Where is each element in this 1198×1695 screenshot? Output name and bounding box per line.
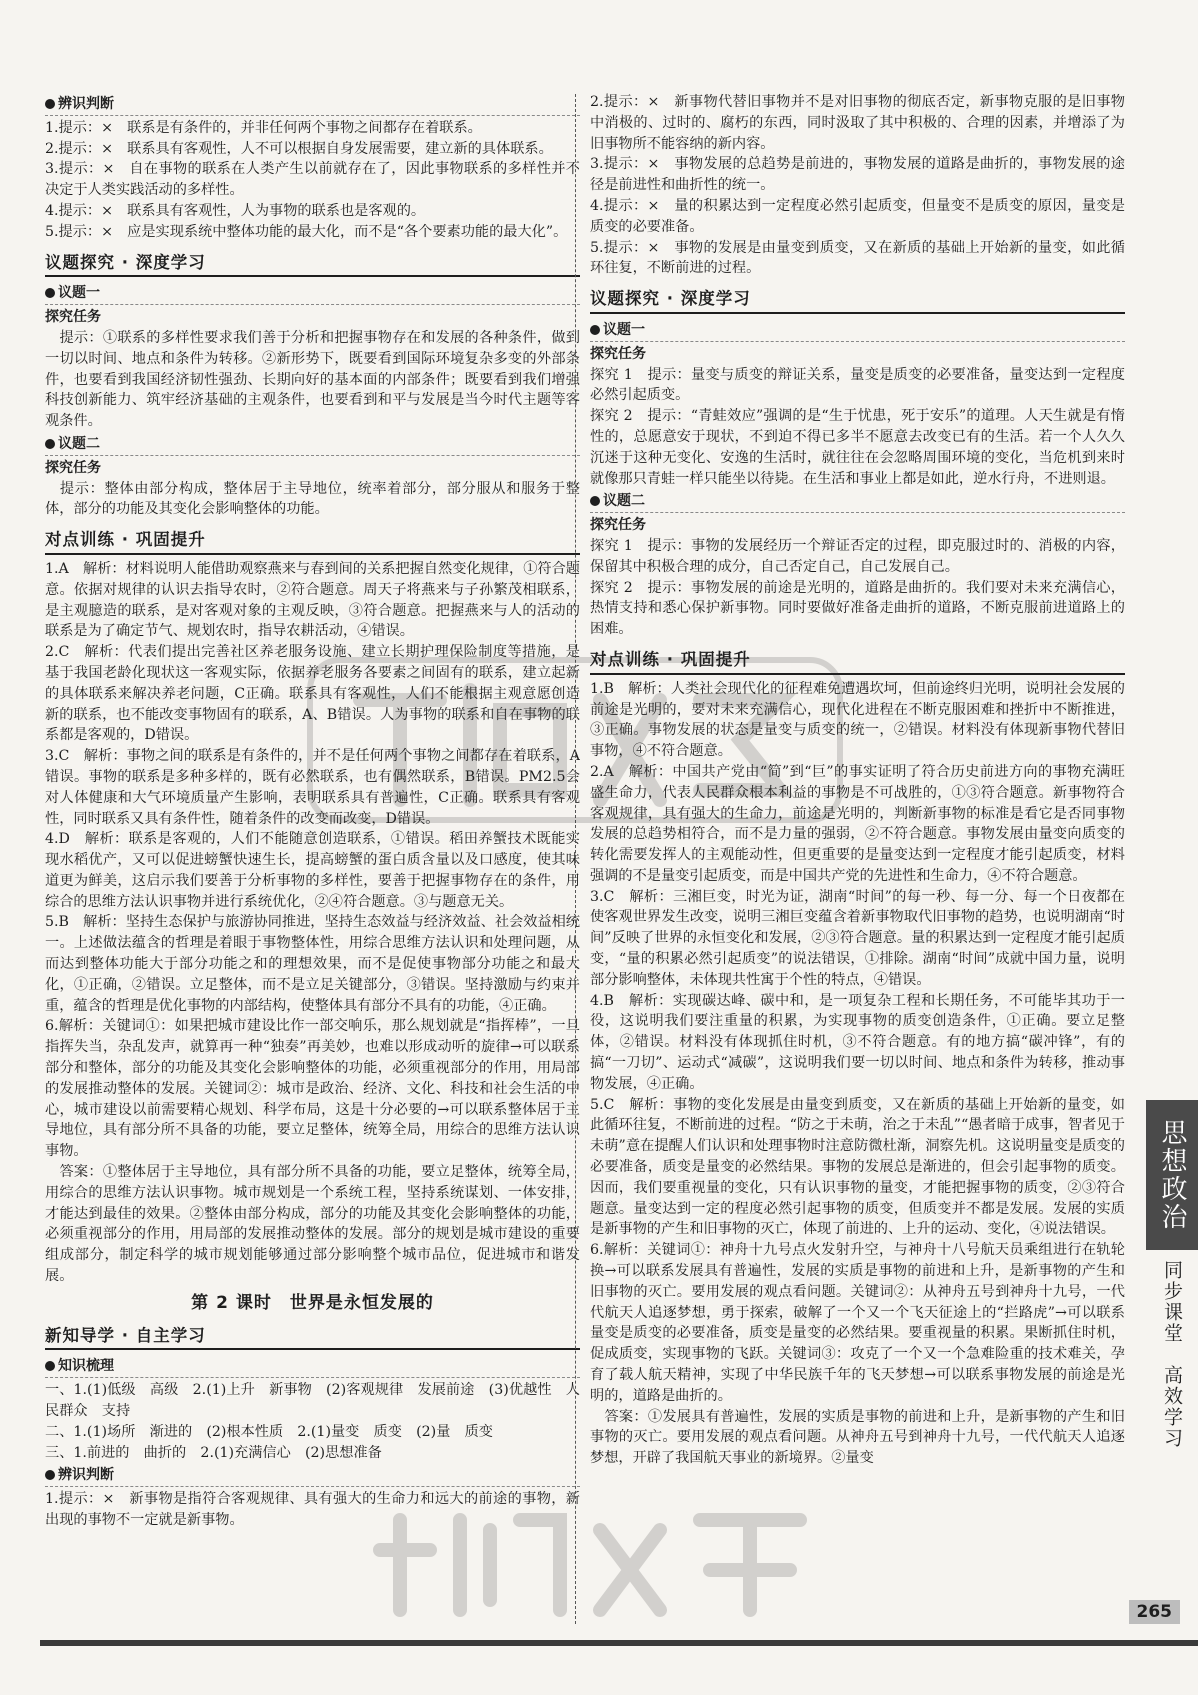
column-divider bbox=[575, 94, 576, 1624]
paragraph: 2.A 解析：中国共产党由“简”到“巨”的事实证明了符合历史前进方向的事物充满旺盛生命力，代表人民群众根本利益的事物是不可战胜的，①③符合题意。新事物符合客观规律，具有强大的生命力，前途是光明的，判断新事物的标准是看它是否同事物发展的总趋势相符合，而不是力量的强弱，②不符合题意。事物发展由量变向质变的转化需要发挥人的主观能动性，但更重要的是量变达到一定程度才能引起质变，材料强调的不是量变引起质变，而是中国共产党的先进性和生命力，④不符合题意。 bbox=[590, 763, 1125, 884]
paragraph: 答案：①发展具有普遍性，发展的实质是事物的前进和上升，是新事物的产生和旧事物的灭亡。要用发展的观点看问题。从神舟五号到神舟十九号，一代代航天人追逐梦想，开辟了我国航天事业的新境界。②量变 bbox=[590, 1408, 1125, 1467]
section-heading: 议题探究 · 深度学习 bbox=[590, 285, 1125, 314]
paragraph: 答案：①整体居于主导地位，具有部分所不具备的功能，要立足整体，统筹全局，用综合的思维方法认识事物。城市规划是一个系统工程，坚持系统谋划、一体安排，才能达到最佳的效果。②整体由部分构成，部分的功能及其变化会影响整体的功能，必须重视部分的作用，用局部的发展推动整体的发展。部分的规划是城市建设的重要组成部分，制定科学的城市规划能够通过部分影响整个城市品位，促进城市和谐发展。 bbox=[45, 1164, 580, 1285]
task-label: 探究任务 bbox=[45, 309, 101, 326]
paragraph: 提示：整体由部分构成，整体居于主导地位，统率着部分，部分服从和服务于整体，部分的功能及其变化会影响整体的功能。 bbox=[45, 480, 580, 518]
task-label: 探究任务 bbox=[590, 517, 646, 534]
bullet-icon bbox=[45, 99, 55, 109]
paragraph: 3.C 解析：事物之间的联系是有条件的，并不是任何两个事物之间都存在着联系，A错误。事物的联系是多种多样的，既有必然联系，也有偶然联系，B错误。PM2.5会对人体健康和大气环境质量产生影响，表明联系具有普遍性，C正确。联系具有客观性，同时联系又具有条件性，随着条件的改变而改变，D错误。 bbox=[45, 748, 580, 827]
paragraph: 3.提示：× 自在事物的联系在人类产生以前就存在了，因此事物联系的多样性并不决定于人类实践活动的多样性。 bbox=[45, 161, 580, 199]
paragraph: 5.提示：× 应是实现系统中整体功能的最大化，而不是“各个要素功能的最大化”。 bbox=[45, 223, 568, 240]
subsection-heading-text: 议题二 bbox=[58, 435, 100, 452]
paragraph: 3.提示：× 事物发展的总趋势是前进的，事物发展的道路是曲折的，事物发展的途径是前进性和曲折性的统一。 bbox=[590, 156, 1125, 194]
paragraph: 1.A 解析：材料说明人能借助观察燕来与春到间的关系把握自然变化规律，①符合题意。依据对规律的认识去指导农时，②符合题意。周天子将燕来与子孙繁茂相联系，是主观臆造的联系，是对客观对象的主观反映，③符合题意。把握燕来与人的活动的联系是为了确定节气、规划农时，指导农耕活动，④错误。 bbox=[45, 560, 580, 640]
bullet-icon bbox=[590, 496, 600, 506]
subsection-heading bbox=[45, 1356, 580, 1378]
task-label: 探究任务 bbox=[45, 459, 101, 476]
paragraph: 2.提示：× 新事物代替旧事物并不是对旧事物的彻底否定，新事物克服的是旧事物中消极的、过时的、腐朽的东西，同时汲取了其中积极的、合理的因素，并增添了为旧事物所不能容纳的新内容。 bbox=[590, 94, 1125, 152]
subsection-heading bbox=[45, 283, 580, 305]
right-column bbox=[590, 92, 1125, 1632]
section-heading: 对点训练 · 巩固提升 bbox=[590, 646, 1125, 675]
section-heading: 对点训练 · 巩固提升 bbox=[45, 526, 580, 555]
paragraph: 5.B 解析：坚持生态保护与旅游协同推进，坚持生态效益与经济效益、社会效益相统一。上述做法蕴含的哲理是着眼于事物整体性，用综合思维方法认识和处理问题，从而达到整体功能大于部分功能之和的理想效果，而不是促使事物部分功能之和最大化，①正确，②错误。立足整体，而不是立足关键部分，③错误。坚持激励与约束并重，蕴含的哲理是优化事物的内部结构，使整体具有部分不具有的功能，④正确。 bbox=[45, 914, 580, 1014]
page-number: 265 bbox=[1129, 1600, 1181, 1624]
series-tab bbox=[1152, 1260, 1192, 1510]
paragraph: 5.提示：× 事物的发展是由量变到质变，又在新质的基础上开始新的量变，如此循环往复，不断前进的过程。 bbox=[590, 239, 1125, 277]
paragraph: 探究 2 提示：事物发展的前途是光明的，道路是曲折的。我们要对未来充满信心，热情支持和悉心保护新事物。同时要做好准备走曲折的道路，不断克服前进道路上的困难。 bbox=[590, 579, 1125, 638]
bullet-icon bbox=[590, 325, 600, 335]
paragraph: 1.提示：× 联系是有条件的，并非任何两个事物之间都存在着联系。 bbox=[45, 119, 482, 136]
subsection-heading bbox=[45, 94, 580, 116]
bullet-icon bbox=[45, 1361, 55, 1371]
subsection-heading-text: 议题一 bbox=[603, 321, 645, 338]
paragraph: 探究 1 提示：事物的发展经历一个辩证否定的过程，即克服过时的、消极的内容，保留其中积极合理的成分，自己否定自己，自己发展自己。 bbox=[590, 537, 1125, 575]
task-label: 探究任务 bbox=[590, 345, 646, 362]
subsection-heading bbox=[590, 320, 1125, 342]
paragraph: 6.解析：关键词①：如果把城市建设比作一部交响乐，那么规划就是“指挥棒”，一旦指挥失当，杂乱发声，就算再一种“独奏”再美妙，也难以形成动听的旋律→可以联系部分和整体，部分的功能及其变化会影响整体的功能，必须重视部分的作用，用局部的发展推动整体的发展。关键词②：城市是政治、经济、文化、科技和社会生活的中心，城市建设以前需要精心规划、科学布局，这是十分必要的→可以联系整体居于主导地位，具有部分所不具备的功能，要立足整体，统筹全局，用综合的思维方法认识事物。 bbox=[45, 1018, 580, 1160]
paragraph: 2.提示：× 联系具有客观性，人不可以根据自身发展需要，建立新的具体联系。 bbox=[45, 140, 553, 157]
section-heading: 议题探究 · 深度学习 bbox=[45, 249, 580, 278]
lesson-title: 第 2 课时 世界是永恒发展的 bbox=[191, 1292, 434, 1313]
paragraph: 三、1.前进的 曲折的 2.(1)充满信心 (2)思想准备 bbox=[45, 1444, 382, 1461]
subsection-heading bbox=[45, 1465, 580, 1487]
subsection-heading-text: 辨识判断 bbox=[58, 96, 114, 112]
paragraph: 1.提示：× 新事物是指符合客观规律、具有强大的生命力和远大的前途的事物，新出现的事物不一定就是新事物。 bbox=[45, 1491, 580, 1528]
bullet-icon bbox=[45, 439, 55, 449]
paragraph: 探究 1 提示：量变与质变的辩证关系，量变是质变的必要准备，量变达到一定程度必然引起质变。 bbox=[590, 366, 1125, 404]
subsection-heading bbox=[590, 491, 1125, 513]
paragraph: 4.提示：× 量的积累达到一定程度必然引起质变，但量变不是质变的原因，量变是质变的必要准备。 bbox=[590, 197, 1125, 235]
side-tab bbox=[1146, 1100, 1198, 1515]
paragraph: 6.解析：关键词①：神舟十九号点火发射升空，与神舟十八号航天员乘组进行在轨轮换→可以联系发展具有普遍性，发展的实质是事物的前进和上升，是新事物的产生和旧事物的灭亡。要用发展的观点看问题。关键词②：从神舟五号到神舟十九号，一代代航天人追逐梦想，勇于探索，破解了一个又一个飞天征途上的“拦路虎”→可以联系量变是质变的必要准备，质变是量变的必然结果。要重视量的积累。果断抓住时机，促成质变，实现事物的飞跃。关键词③：攻克了一个又一个急难险重的技术难关，孕育了载人航天精神，实现了中华民族千年的飞天梦想→可以联系事物发展的前途是光明的，道路是曲折的。 bbox=[590, 1242, 1125, 1404]
subsection-heading-text: 知识梳理 bbox=[58, 1358, 114, 1375]
paragraph: 二、1.(1)场所 渐进的 (2)根本性质 2.(1)量变 质变 (2)量 质变 bbox=[45, 1423, 493, 1440]
subsection-heading bbox=[45, 434, 580, 456]
paragraph: 一、1.(1)低级 高级 2.(1)上升 新事物 (2)客观规律 发展前途 (3)优越性 人民群众 支持 bbox=[45, 1382, 580, 1420]
paragraph: 探究 2 提示：“青蛙效应”强调的是“生于忧患，死于安乐”的道理。人天生就是有惰性的，总愿意安于现状，不到迫不得已多半不愿意去改变已有的生活。若一个人久久沉迷于这种无变化、安逸的生活时，就往往在会忽略周围环境的变化，当危机到来时就像那只青蛙一样只能坐以待毙。在生活和事业上都是如此，逆水行舟，不进则退。 bbox=[590, 408, 1125, 487]
bullet-icon bbox=[45, 288, 55, 298]
paragraph: 4.D 解析：联系是客观的，人们不能随意创造联系，①错误。稻田养蟹技术既能实现水稻优产，又可以促进螃蟹快速生长，提高螃蟹的蛋白质含量以及口感度，使其味道更为鲜美，这启示我们要善于分析事物的多样性，要善于把握事物存在的条件，用综合的思维方法认识事物并进行系统优化，②④符合题意。③与题意无关。 bbox=[45, 831, 580, 910]
left-column bbox=[45, 92, 580, 1632]
paragraph: 5.C 解析：事物的变化发展是由量变到质变，又在新质的基础上开始新的量变，如此循环往复，不断前进的过程。“防之于未萌，治之于未乱”“愚者暗于成事，智者见于未萌”意在提醒人们认识和处理事物时注意防微杜渐，洞察先机。这说明量变是质变的必要准备，质变是量变的必然结果。事物的发展总是渐进的，但会引起事物的质变。因而，我们要重视量的变化，只有认识事物的量变，才能把握事物的质变，②③符合题意。量变达到一定的程度必然引起事物的质变，但质变并不都是发展。发展的实质是新事物的产生和旧事物的灭亡，体现了前进的、上升的运动、变化，④说法错误。 bbox=[590, 1096, 1125, 1238]
series-label: 同步课堂 高效学习 bbox=[1161, 1260, 1183, 1449]
subsection-heading-text: 辨识判断 bbox=[58, 1467, 114, 1484]
paragraph: 3.C 解析：三湘巨变，时光为证，湖南“时间”的每一秒、每一分、每一个日夜都在使客观世界发生改变，说明三湘巨变蕴含着新事物取代旧事物的趋势，也说明湖南“时间”反映了世界的永恒变化和发展，②③符合题意。量的积累达到一定程度才能引起质变，“量的积累必然引起质变”的说法错误，①排除。湖南“时间”成就中国力量，说明部分影响整体，未体现共性寓于个性的特点，④错误。 bbox=[590, 888, 1125, 988]
subsection-heading-text: 议题一 bbox=[58, 285, 100, 302]
bullet-icon bbox=[45, 1470, 55, 1480]
subject-label: 思想政治 bbox=[1157, 1119, 1187, 1231]
subsection-heading-text: 议题二 bbox=[603, 493, 645, 510]
paragraph: 4.B 解析：实现碳达峰、碳中和，是一项复杂工程和长期任务，不可能毕其功于一役，这说明我们要注重量的积累，为实现事物的质变创造条件，①正确。要立足整体，②错误。材料没有体现抓住时机，③不符合题意。有的地方搞“碳冲锋”，有的搞“一刀切”、运动式“减碳”，这说明我们要一切以时间、地点和条件为转移，推动事物发展，④正确。 bbox=[590, 992, 1125, 1092]
bottom-rule bbox=[40, 1640, 1198, 1646]
paragraph: 2.C 解析：代表们提出完善社区养老服务设施、建立长期护理保险制度等措施，是基于我国老龄化现状这一客观实际，依据养老服务各要素之间固有的联系，建立起新的具体联系来解决养老问题，C正确。联系具有客观性，人们不能根据主观意愿创造新的联系，也不能改变事物固有的联系，A、B错误。人为事物的联系和自在事物的联系都是客观的，D错误。 bbox=[45, 644, 580, 744]
paragraph: 1.B 解析：人类社会现代化的征程难免遭遇坎坷，但前途终归光明，说明社会发展的前途是光明的，要对未来充满信心，现代化进程在不断克服困难和挫折中不断推进，③正确。事物发展的状态是量变与质变的统一，②错误。材料没有体现新事物代替旧事物，④不符合题意。 bbox=[590, 680, 1125, 760]
paragraph: 4.提示：× 联系具有客观性，人为事物的联系也是客观的。 bbox=[45, 202, 426, 219]
section-heading: 新知导学 · 自主学习 bbox=[45, 1322, 580, 1351]
paragraph: 提示：①联系的多样性要求我们善于分析和把握事物存在和发展的各种条件，做到一切以时间、地点和条件为转移。②新形势下，既要看到国际环境复杂多变的外部条件，也要看到我国经济韧性强劲、长期向好的基本面的内部条件；既要看到我们增强科技创新能力、筑牢经济基础的主观条件，也要看到和平与发展是当今时代主题等客观条件。 bbox=[45, 329, 580, 430]
subject-tab bbox=[1146, 1100, 1198, 1250]
